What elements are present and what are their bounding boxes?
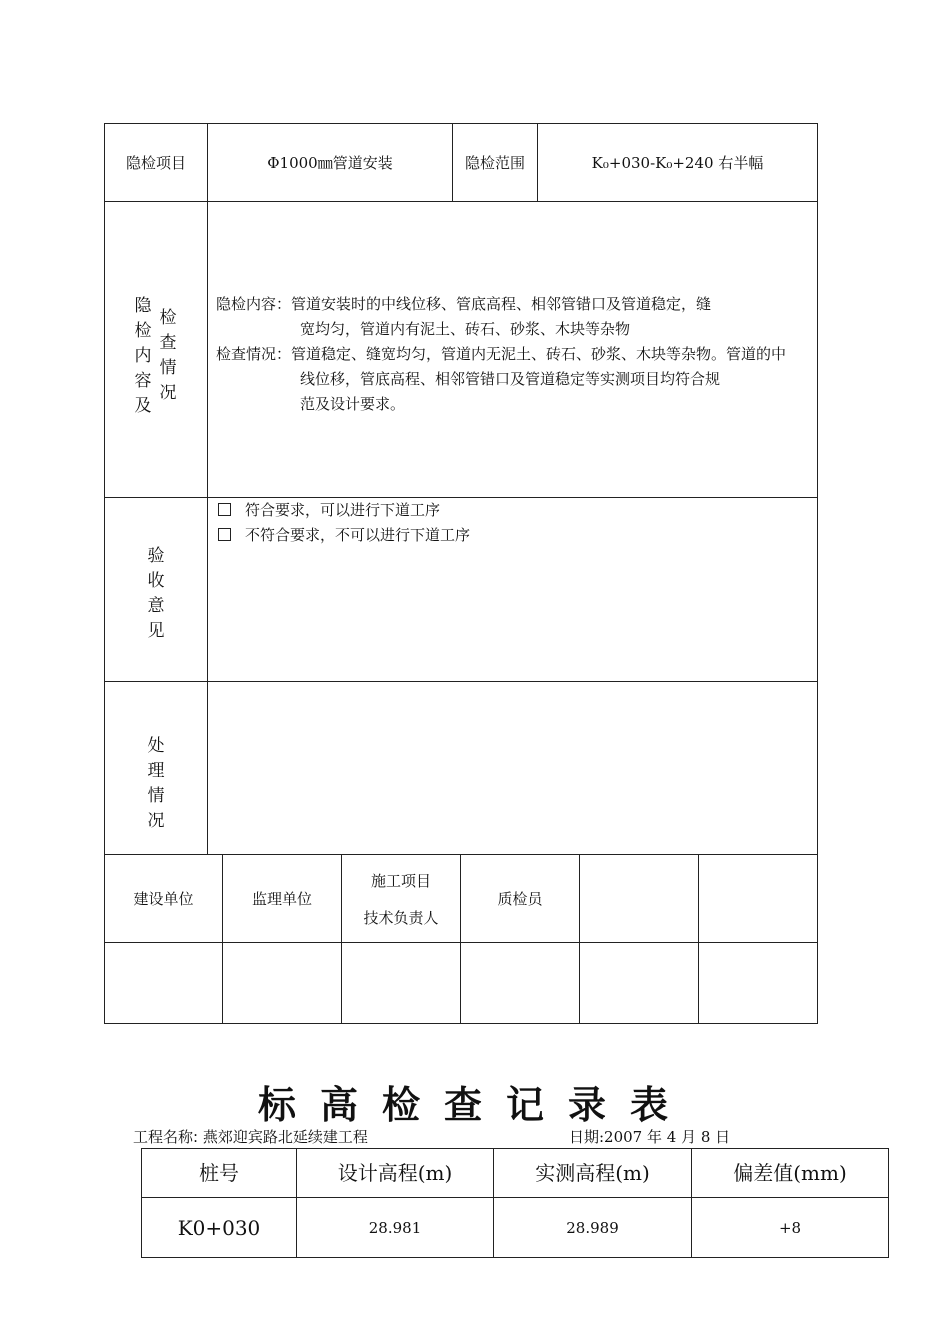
- sign-header-construction: 建设单位: [133, 889, 194, 908]
- item-label: 隐检项目: [125, 153, 186, 172]
- option-reject[interactable]: 不符合要求，不可以进行下道工序: [218, 523, 470, 548]
- sign-cell-blank-1[interactable]: [580, 943, 698, 1023]
- content-line-3: 检查情况：管道稳定、缝宽均匀，管道内无泥土、砖石、砂浆、木块等杂物。管道的中: [216, 345, 787, 363]
- content-line-2: 宽均匀，管道内有泥土、砖石、砂浆、木块等杂物: [300, 320, 631, 338]
- table-cell-station: K0+030: [177, 1215, 261, 1240]
- header-design-elevation: 设计高程(m): [337, 1161, 453, 1185]
- option-accept[interactable]: 符合要求，可以进行下道工序: [218, 498, 440, 523]
- sign-cell-construction[interactable]: [105, 943, 222, 1023]
- sign-cell-supervision[interactable]: [223, 943, 341, 1023]
- sign-cell-blank-2[interactable]: [699, 943, 817, 1023]
- table-cell-design: 28.981: [368, 1218, 422, 1237]
- sign-header-inspector: 质检员: [497, 889, 543, 908]
- range-value: K₀+030-K₀+240 右半幅: [591, 153, 764, 172]
- table-cell-deviation: +8: [778, 1218, 802, 1237]
- sign-cell-inspector[interactable]: [461, 943, 579, 1023]
- handling-label: 处 理 情 况: [147, 736, 165, 831]
- header-measured-elevation: 实测高程(m): [535, 1161, 650, 1185]
- handling-content[interactable]: [208, 682, 817, 854]
- content-label-col2: 检 查 情 况: [159, 308, 177, 403]
- range-label: 隐检范围: [464, 153, 525, 172]
- content-line-1: 隐检内容：管道安装时的中线位移、管底高程、相邻管错口及管道稳定，缝: [216, 295, 712, 313]
- table-cell-measured: 28.989: [566, 1218, 619, 1237]
- header-station: 桩号: [199, 1161, 239, 1185]
- project-name: 工程名称: 燕郊迎宾路北延续建工程: [133, 1128, 368, 1146]
- sign-header-supervision: 监理单位: [251, 889, 312, 908]
- checkbox-icon[interactable]: [218, 503, 231, 516]
- sign-header-blank-1: [580, 855, 698, 942]
- content-line-5: 范及设计要求。: [300, 395, 406, 413]
- header-deviation: 偏差值(mm): [733, 1161, 847, 1185]
- sign-header-blank-2: [699, 855, 817, 942]
- record-date: 日期:2007 年 4 月 8 日: [569, 1128, 731, 1146]
- content-label-col1: 隐 检 内 容 及: [134, 296, 152, 416]
- elevation-title: 标高检查记录表: [257, 1082, 692, 1127]
- sign-header-tech-lead: 施工项目 技术负责人: [363, 872, 439, 927]
- checkbox-icon[interactable]: [218, 528, 231, 541]
- item-value: Φ1000㎜管道安装: [267, 153, 393, 172]
- content-line-4: 线位移，管底高程、相邻管错口及管道稳定等实测项目均符合规: [300, 370, 721, 388]
- acceptance-label: 验 收 意 见: [147, 546, 165, 641]
- sign-cell-tech-lead[interactable]: [342, 943, 460, 1023]
